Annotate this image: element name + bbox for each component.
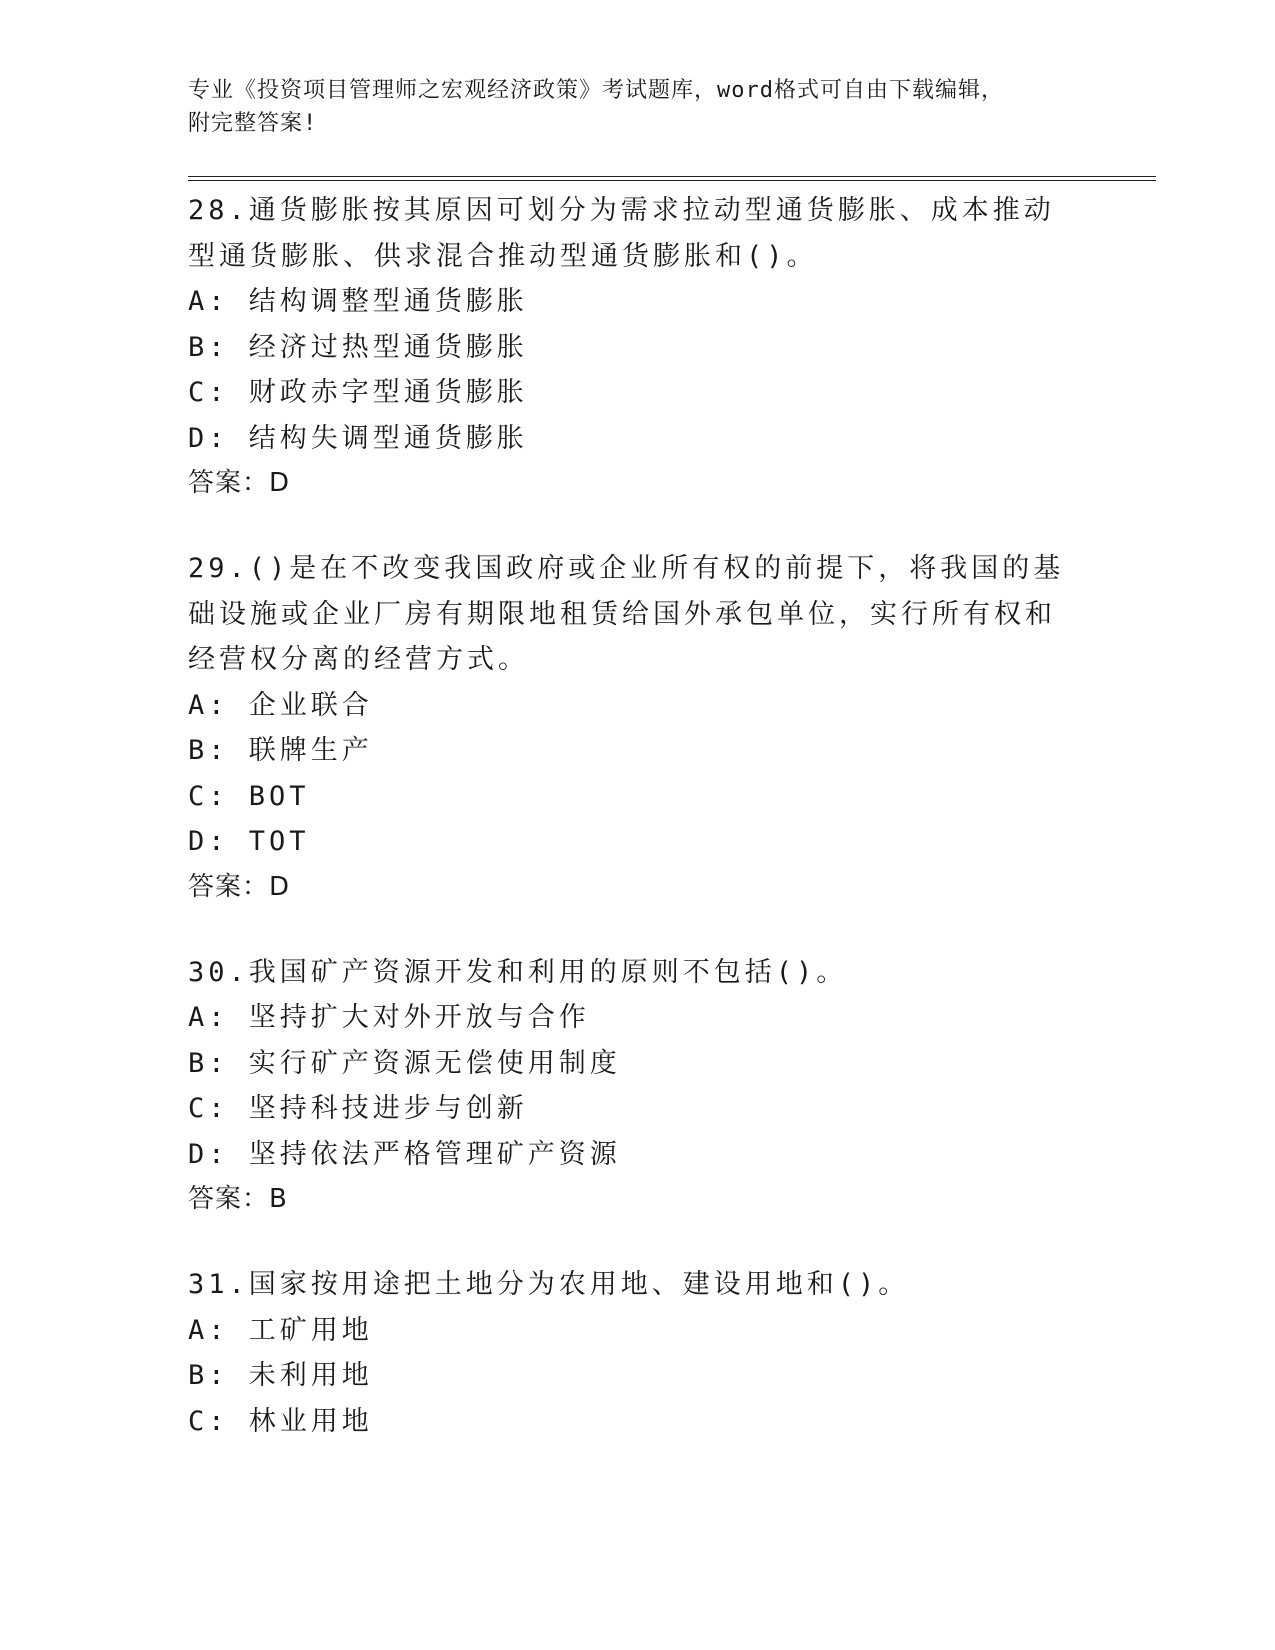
option-d: D: 坚持依法严格管理矿产资源: [188, 1138, 621, 1170]
option-d: D: TOT: [188, 826, 310, 857]
question-list: [188, 188, 1088, 1484]
answer-line: 答案：B: [188, 1184, 288, 1214]
question-stem: 30.我国矿产资源开发和利用的原则不包括()。: [188, 956, 848, 988]
option-c: C: BOT: [188, 780, 310, 812]
option-a: A: 坚持扩大对外开放与合作: [188, 1002, 590, 1033]
document-header: [188, 74, 1068, 140]
question-31: [188, 1262, 1088, 1444]
option-b: B: 未利用地: [188, 1360, 373, 1391]
header-line-1: 专业《投资项目管理师之宏观经济政策》考试题库，word格式可自由下载编辑，: [188, 78, 1004, 103]
option-b: B: 实行矿产资源无偿使用制度: [188, 1047, 621, 1079]
option-c: C: 林业用地: [188, 1405, 373, 1437]
option-d: D: 结构失调型通货膨胀: [188, 422, 528, 454]
question-stem: 31.国家按用途把土地分为农用地、建设用地和()。: [188, 1269, 910, 1300]
answer-line: 答案：D: [188, 468, 291, 498]
option-c: C: 财政赤字型通货膨胀: [188, 377, 528, 408]
question-stem: 28.通货膨胀按其原因可划分为需求拉动型通货膨胀、成本推动型通货膨胀、供求混合推动型通货膨胀和()。: [188, 195, 1055, 272]
answer-line: 答案：D: [188, 871, 291, 902]
header-line-2: 附完整答案!: [188, 111, 318, 136]
question-28: [188, 188, 1088, 506]
question-stem: 29.()是在不改变我国政府或企业所有权的前提下，将我国的基础设施或企业厂房有期限地租赁给国外承包单位，实行所有权和经营权分离的经营方式。: [188, 553, 1065, 675]
option-b: B: 经济过热型通货膨胀: [188, 331, 528, 363]
option-a: A: 结构调整型通货膨胀: [188, 286, 528, 317]
question-30: [188, 950, 1088, 1223]
option-a: A: 企业联合: [188, 689, 373, 721]
option-b: B: 联牌生产: [188, 735, 373, 766]
option-c: C: 坚持科技进步与创新: [188, 1093, 528, 1124]
double-rule-divider: [188, 176, 1156, 181]
document-page: [188, 0, 1158, 1650]
option-a: A: 工矿用地: [188, 1314, 373, 1346]
question-29: [188, 546, 1088, 910]
